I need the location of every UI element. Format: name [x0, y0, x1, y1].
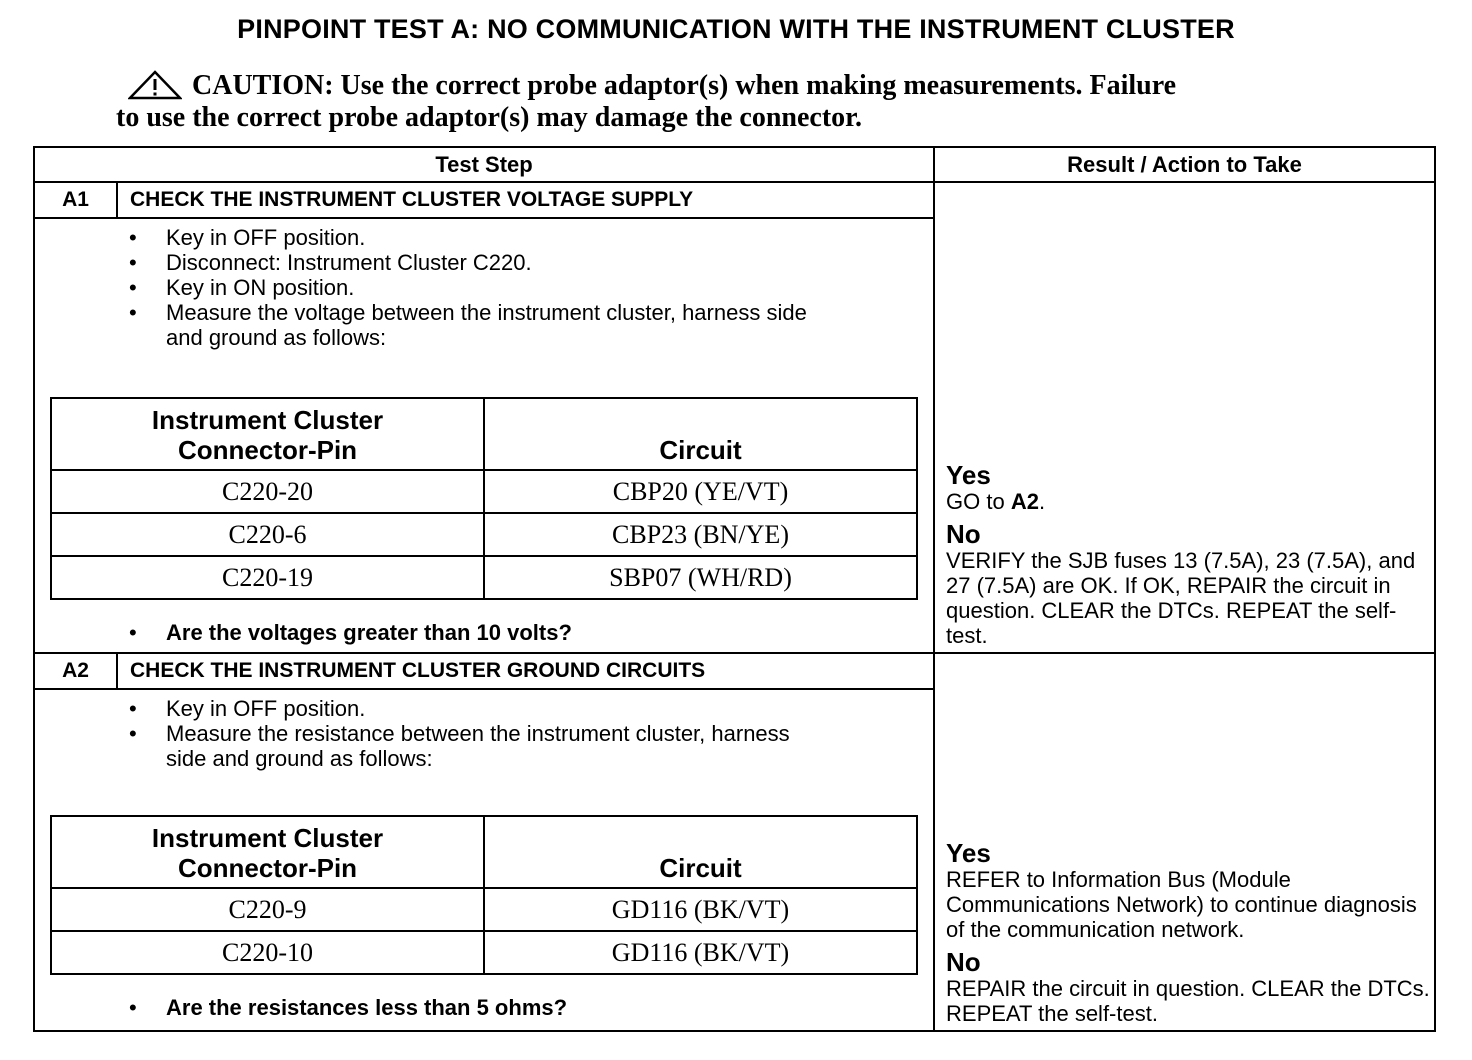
connector-pin-table — [50, 397, 918, 600]
pinpoint-test-table — [33, 146, 1436, 1032]
circuit-cell: GD116 (BK/VT) — [484, 931, 917, 974]
caution-notice — [116, 70, 1356, 134]
connector-pin-cell: C220-10 — [51, 931, 484, 974]
connector-pin-cell: C220-9 — [51, 888, 484, 931]
table-row — [51, 931, 917, 974]
column-header-connector-pin: Instrument Cluster Connector-Pin — [51, 398, 484, 470]
step-a2-body — [34, 689, 934, 1031]
step-id: A2 — [34, 653, 117, 689]
table-row — [51, 556, 917, 599]
connector-pin-cell: C220-19 — [51, 556, 484, 599]
step-title: CHECK THE INSTRUMENT CLUSTER GROUND CIRCUITS — [117, 653, 934, 689]
test-step-header: Test Step — [34, 147, 934, 182]
list-item: • Measure the resistance between the instrument cluster, harness side and ground as follows: — [35, 721, 815, 771]
circuit-cell: CBP20 (YE/VT) — [484, 470, 917, 513]
warning-triangle-icon — [128, 70, 182, 100]
yes-label: Yes — [946, 460, 991, 490]
no-label: No — [946, 519, 981, 549]
step-a2-instructions — [35, 696, 815, 771]
connector-pin-cell: C220-20 — [51, 470, 484, 513]
step-question: • Are the resistances less than 5 ohms? — [35, 995, 933, 1021]
result-header: Result / Action to Take — [934, 147, 1435, 182]
connector-pin-table — [50, 815, 918, 975]
page-title: PINPOINT TEST A: NO COMMUNICATION WITH THE INSTRUMENT CLUSTER — [237, 14, 1235, 44]
step-a1-result — [934, 182, 1435, 653]
list-item: • Measure the voltage between the instrument cluster, harness side and ground as follows: — [35, 300, 815, 350]
connector-pin-cell: C220-6 — [51, 513, 484, 556]
circuit-cell: GD116 (BK/VT) — [484, 888, 917, 931]
step-a2-result — [934, 653, 1435, 1031]
step-id: A1 — [34, 182, 117, 218]
list-item: • Key in OFF position. — [35, 225, 815, 250]
yes-label: Yes — [946, 838, 991, 868]
no-label: No — [946, 947, 981, 977]
table-row — [51, 513, 917, 556]
column-header-connector-pin: Instrument Cluster Connector-Pin — [51, 816, 484, 888]
no-text: REPAIR the circuit in question. CLEAR the DTCs. REPEAT the self-test. — [946, 976, 1430, 1026]
step-question: • Are the voltages greater than 10 volts? — [35, 620, 933, 646]
yes-text: GO to A2. — [946, 489, 1046, 514]
table-row — [51, 888, 917, 931]
step-title: CHECK THE INSTRUMENT CLUSTER VOLTAGE SUPPLY — [117, 182, 934, 218]
circuit-cell: SBP07 (WH/RD) — [484, 556, 917, 599]
list-item: • Key in ON position. — [35, 275, 815, 300]
caution-line-2: to use the correct probe adaptor(s) may damage the connector. — [116, 102, 863, 133]
list-item: • Key in OFF position. — [35, 696, 815, 721]
caution-line-1: CAUTION: Use the correct probe adaptor(s) when making measurements. Failure — [192, 70, 1177, 101]
yes-text: REFER to Information Bus (Module Communications Network) to continue diagnosis of the communication network. — [946, 867, 1417, 942]
step-link-a2[interactable]: A2 — [1010, 489, 1039, 514]
step-a1-instructions — [35, 225, 815, 350]
column-header-circuit: Circuit — [484, 816, 917, 888]
step-a1-body — [34, 218, 934, 653]
column-header-circuit: Circuit — [484, 398, 917, 470]
list-item: • Disconnect: Instrument Cluster C220. — [35, 250, 815, 275]
circuit-cell: CBP23 (BN/YE) — [484, 513, 917, 556]
no-text: VERIFY the SJB fuses 13 (7.5A), 23 (7.5A), and 27 (7.5A) are OK. If OK, REPAIR the circuit in question. CLEAR the DTCs. REPEAT the self-test. — [946, 548, 1416, 648]
table-row — [51, 470, 917, 513]
